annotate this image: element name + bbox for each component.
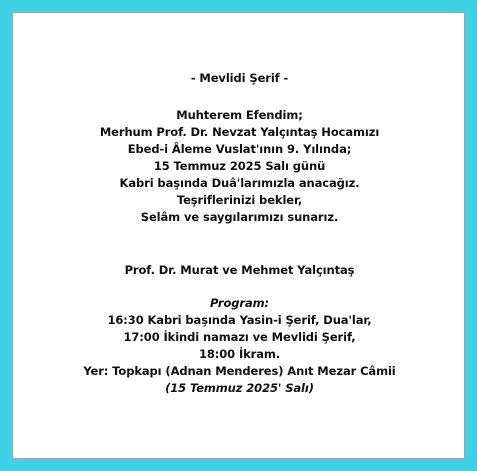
program-item-3: 18:00 İkram. <box>198 347 281 361</box>
message-line-1: Muhterem Efendim; <box>176 108 303 122</box>
location: Yer: Topkapı (Adnan Menderes) Anıt Mezar Câmii <box>83 364 396 378</box>
message-line-2: Merhum Prof. Dr. Nevzat Yalçıntaş Hocamızı <box>99 125 380 139</box>
message-line-7: Selâm ve saygılarımızı sunarız. <box>140 210 339 224</box>
message-line-5: Kabri başında Duâ'larımızla anacağız. <box>119 176 360 190</box>
invitation-title: - Mevlidi Şerif - <box>190 71 289 85</box>
program-item-2: 17:00 İkindi namazı ve Mevlidi Şerif, <box>123 330 356 344</box>
invitation-card <box>12 12 465 459</box>
message-line-4: 15 Temmuz 2025 Salı günü <box>153 159 326 173</box>
message-line-3: Ebed-i Âleme Vuslat'ının 9. Yılında; <box>127 142 352 156</box>
signature: Prof. Dr. Murat ve Mehmet Yalçıntaş <box>124 263 355 277</box>
date-note: (15 Temmuz 2025' Salı) <box>165 381 314 395</box>
program-item-1: 16:30 Kabri başında Yasin-i Şerif, Dua'lar, <box>107 313 372 327</box>
program-heading: Program: <box>209 296 270 310</box>
message-line-6: Teşriflerinizi bekler, <box>176 193 303 207</box>
